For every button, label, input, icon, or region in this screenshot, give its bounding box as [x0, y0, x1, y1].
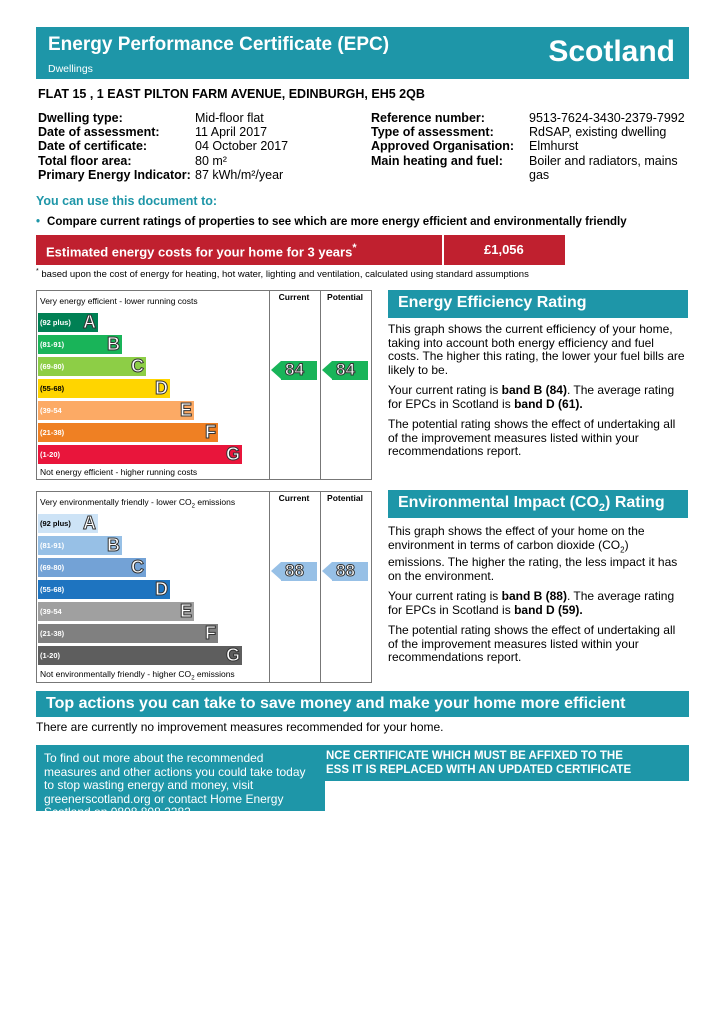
cost-marker: *	[352, 242, 357, 254]
impact-band-f	[38, 624, 218, 643]
bullet-text: Compare current ratings of properties to see which are more energy efficient and environmentally friendly	[47, 216, 627, 228]
detail-row	[38, 139, 288, 153]
more-info-box: To find out more about the recommended measures and other actions you could take today to stop wasting energy and money, visit greenerscotland.org or contact Home Energy Scotland on 0808 808 2282.	[36, 745, 325, 811]
band-range: (1-20)	[40, 651, 61, 660]
efficiency-panel-text	[388, 323, 688, 466]
detail-value: Elmhurst	[529, 139, 579, 154]
band-range: (39-54	[40, 607, 62, 616]
efficiency-band-f	[38, 423, 218, 442]
column-divider	[269, 291, 270, 479]
column-divider	[320, 291, 321, 479]
detail-label: Dwelling type:	[38, 111, 123, 125]
cost-footnote	[36, 268, 529, 280]
band-range: (81-91)	[40, 340, 65, 349]
detail-value: 04 October 2017	[195, 139, 289, 154]
efficiency-potential-rating-value: 84	[336, 360, 355, 379]
current-column-header: Current	[278, 493, 310, 503]
detail-label: Type of assessment:	[371, 125, 494, 140]
band-range: (55-68)	[40, 585, 65, 594]
band-range: (1-20)	[40, 450, 61, 459]
detail-label: Main heating and fuel:	[371, 153, 503, 168]
band-range: (92 plus)	[40, 318, 71, 327]
potential-column-header: Potential	[327, 493, 363, 503]
detail-value: RdSAP, existing dwelling	[529, 125, 667, 140]
detail-row	[371, 111, 691, 125]
detail-row	[38, 154, 288, 168]
epc-header	[36, 27, 689, 79]
efficiency-band-e	[38, 401, 194, 420]
impact-current-rating-value: 88	[285, 561, 304, 580]
footnote-text: based upon the cost of energy for heating, hot water, lighting and ventilation, calculated using standard assumptions	[38, 269, 529, 281]
energy-cost-value: £1,056	[484, 242, 524, 257]
band-letter: D	[155, 378, 168, 398]
impact-paragraph: Your current rating is band B (88). The average rating for EPCs in Scotland is band D (59).	[388, 589, 675, 617]
energy-cost-label: Estimated energy costs for your home for 3 years	[46, 244, 353, 260]
band-letter: B	[107, 535, 120, 555]
efficiency-panel-title: Energy Efficiency Rating	[398, 294, 587, 311]
detail-row	[371, 125, 691, 139]
band-letter: A	[83, 513, 96, 533]
detail-value: 87 kWh/m²/year	[195, 167, 284, 182]
detail-row	[371, 154, 691, 182]
impact-band-g	[38, 646, 242, 665]
efficiency-band-g	[38, 445, 242, 464]
detail-row	[371, 139, 691, 153]
impact-band-d	[38, 580, 170, 599]
efficiency-band-d	[38, 379, 170, 398]
chart-top-caption: Very energy efficient - lower running costs	[40, 296, 198, 306]
document-subtitle: Dwellings	[48, 63, 93, 75]
chart-bottom-caption: Not environmentally friendly - higher $CO_2$ emissions	[40, 669, 235, 682]
band-letter: C	[131, 557, 144, 577]
potential-column-header: Potential	[327, 292, 363, 302]
detail-value: 9513-7624-3430-2379-7992	[529, 111, 685, 125]
efficiency-paragraph: This graph shows the current efficiency of your home, taking into account both energy efficiency and fuel costs. The higher this rating, the lower your fuel bills are likely to be.	[388, 322, 685, 377]
band-letter: B	[107, 334, 120, 354]
country-label: Scotland	[548, 35, 675, 68]
band-range: (92 plus)	[40, 519, 71, 528]
band-range: (81-91)	[40, 541, 65, 550]
impact-panel-text	[388, 525, 688, 672]
band-letter: E	[179, 400, 192, 420]
efficiency-paragraph: The potential rating shows the effect of undertaking all of the improvement measures listed within your recommendations report.	[388, 417, 676, 458]
environmental-impact-chart	[36, 491, 372, 683]
efficiency-potential-rating-arrow	[332, 361, 368, 380]
detail-row	[38, 125, 288, 139]
details-left	[38, 111, 288, 182]
impact-band-a	[38, 514, 98, 533]
energy-cost-label-bar	[36, 235, 442, 265]
efficiency-panel-header	[388, 290, 688, 318]
band-letter: G	[225, 645, 240, 665]
impact-potential-rating-arrow	[332, 562, 368, 581]
top-actions-title: Top actions you can take to save money and make your home more efficient	[46, 695, 626, 712]
efficiency-current-rating-value: 84	[285, 360, 304, 379]
impact-band-b	[38, 536, 122, 555]
detail-value: 80 m²	[195, 153, 227, 168]
band-letter: D	[155, 579, 168, 599]
chart-top-caption: Very environmentally friendly - lower $CO_2$ emissions	[40, 497, 236, 510]
band-letter: F	[205, 623, 216, 643]
bullet-icon: •	[36, 216, 41, 228]
top-actions-header	[36, 691, 689, 717]
impact-paragraph: The potential rating shows the effect of undertaking all of the improvement measures listed within your recommendations report.	[388, 623, 676, 665]
efficiency-paragraph: Your current rating is band B (84). The average rating for EPCs in Scotland is band D (61).	[388, 383, 675, 411]
energy-efficiency-chart	[36, 290, 372, 480]
detail-row	[38, 168, 288, 182]
detail-label: Total floor area:	[38, 153, 132, 168]
band-range: (69-80)	[40, 362, 65, 371]
efficiency-band-a	[38, 313, 98, 332]
detail-label: Reference number:	[371, 111, 485, 125]
detail-value: 11 April 2017	[195, 125, 268, 140]
property-address: FLAT 15 , 1 EAST PILTON FARM AVENUE, EDINBURGH, EH5 2QB	[38, 87, 425, 101]
detail-value: Boiler and radiators, mains gas	[529, 153, 678, 182]
impact-panel-title: Environmental Impact $(CO_2)$ Rating	[398, 494, 665, 515]
detail-label: Approved Organisation:	[371, 139, 515, 154]
details-right	[371, 111, 691, 182]
detail-value: Mid-floor flat	[195, 111, 264, 125]
band-range: (21-38)	[40, 629, 65, 638]
impact-potential-rating-value: 88	[336, 561, 355, 580]
column-divider	[320, 492, 321, 682]
impact-band-e	[38, 602, 194, 621]
detail-label: Primary Energy Indicator:	[38, 167, 191, 182]
column-divider	[269, 492, 270, 682]
detail-row	[38, 111, 288, 125]
chart-bottom-caption: Not energy efficient - higher running costs	[40, 467, 198, 477]
efficiency-current-rating-arrow	[281, 361, 317, 380]
impact-current-rating-arrow	[281, 562, 317, 581]
band-letter: F	[205, 422, 216, 442]
use-bullet	[36, 216, 627, 228]
band-range: (55-68)	[40, 384, 65, 393]
band-range: (21-38)	[40, 428, 65, 437]
impact-paragraph: This graph shows the effect of your home on the environment in terms of carbon dioxide $(CO_2)$ emissions. The higher the rating, the less impact it has on the environment.	[388, 524, 678, 583]
band-letter: C	[131, 356, 144, 376]
use-heading: You can use this document to:	[36, 194, 218, 208]
band-letter: A	[83, 312, 96, 332]
detail-label: Date of certificate:	[38, 139, 148, 154]
no-improvements-text: There are currently no improvement measures recommended for your home.	[36, 720, 444, 734]
impact-panel-header	[388, 490, 688, 518]
affix-notice-text: NCE CERTIFICATE WHICH MUST BE AFFIXED TO THE ESS IT IS REPLACED WITH AN UPDATED CERTIFICATE	[326, 750, 632, 776]
efficiency-band-b	[38, 335, 122, 354]
band-letter: G	[225, 444, 240, 464]
energy-cost-value-bar	[444, 235, 565, 265]
band-letter: E	[179, 601, 192, 621]
detail-label: Date of assessment:	[38, 125, 160, 140]
current-column-header: Current	[278, 292, 310, 302]
efficiency-band-c	[38, 357, 146, 376]
band-range: (39-54	[40, 406, 62, 415]
document-title: Energy Performance Certificate (EPC)	[48, 34, 390, 55]
band-range: (69-80)	[40, 563, 65, 572]
footnote-marker: *	[36, 268, 39, 275]
impact-band-c	[38, 558, 146, 577]
